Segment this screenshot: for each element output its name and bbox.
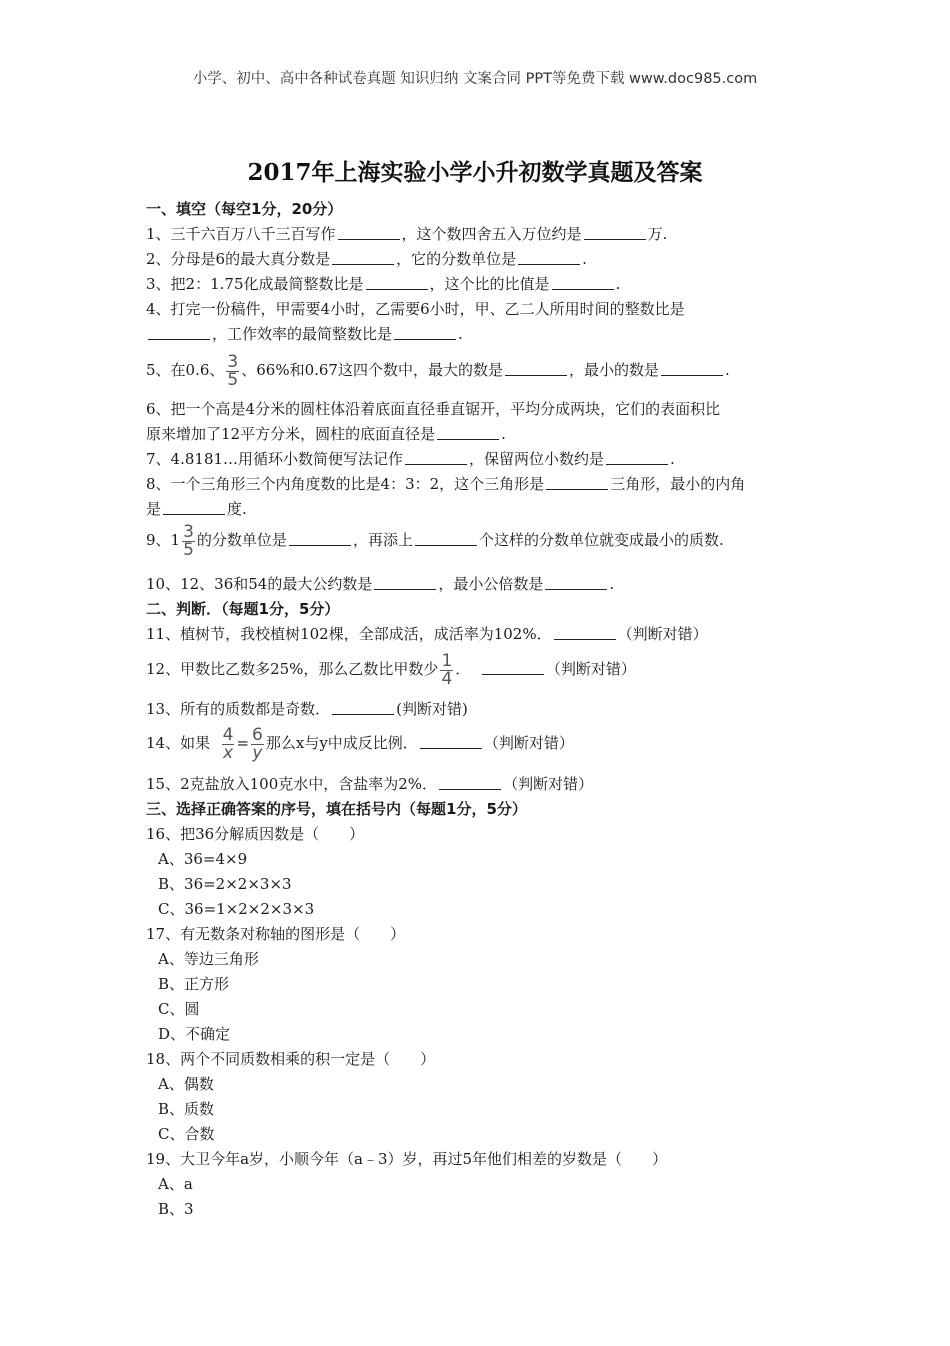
q10-text-c: .: [609, 575, 615, 593]
q3-blank-2[interactable]: [552, 275, 614, 290]
q5-blank-1[interactable]: [505, 361, 567, 376]
question-13: [146, 699, 468, 719]
q12-text-a: 12、甲数比乙数多25%，那么乙数比甲数少: [146, 660, 439, 678]
q12-frac-numerator: 1: [441, 650, 453, 671]
q14-frac1-denominator: x: [223, 742, 234, 763]
q14-frac1-numerator: 4: [222, 724, 234, 745]
q12-text-c: （判断对错）: [545, 660, 636, 678]
q2-text-b: ，它的分数单位是: [396, 250, 517, 268]
q5-blank-2[interactable]: [661, 361, 723, 376]
q5-text-c: ，最小的数是: [568, 361, 659, 379]
q1-text-a: 1、三千六百万八千三百写作: [146, 225, 336, 243]
q16-option-c[interactable]: C、36=1×2×2×3×3: [158, 900, 315, 918]
q5-frac-denominator: 5: [227, 369, 239, 390]
q13-blank[interactable]: [332, 700, 394, 715]
q4-blank-2[interactable]: [394, 325, 456, 340]
q13-text-a: 13、所有的质数都是奇数．: [146, 700, 331, 718]
q9-blank-2[interactable]: [415, 531, 477, 546]
q2-text-c: .: [582, 250, 587, 268]
q10-blank-2[interactable]: [545, 575, 607, 590]
q9-fraction: [182, 521, 195, 560]
q14-text-c: （判断对错）: [483, 734, 574, 752]
question-2: [146, 249, 587, 269]
q12-fraction: [440, 650, 453, 689]
q16-option-b[interactable]: B、36=2×2×3×3: [158, 875, 292, 893]
q15-text-b: （判断对错）: [503, 775, 594, 793]
question-7: [146, 449, 675, 469]
q7-blank-1[interactable]: [405, 450, 467, 465]
question-14: [146, 719, 574, 767]
q5-text-d: .: [725, 361, 730, 379]
q10-text-b: ，最小公倍数是: [438, 575, 544, 593]
q6-text-c: .: [501, 425, 506, 443]
q1-blank-2[interactable]: [584, 225, 646, 240]
q4-blank-1[interactable]: [148, 325, 210, 340]
page-header: 小学、初中、高中各种试卷真题 知识归纳 文案合同 PPT等免费下载 www.doc985.com: [192, 71, 758, 87]
question-8-line-1: [146, 474, 745, 494]
q9-text-a: 9、1: [146, 531, 181, 549]
question-1: [146, 224, 667, 244]
q2-blank-2[interactable]: [518, 250, 580, 265]
q2-blank-1[interactable]: [332, 250, 394, 265]
question-9: [146, 516, 724, 564]
q8-text-d: 度.: [227, 500, 247, 518]
q15-text-a: 15、2克盐放入100克水中，含盐率为2%．: [146, 775, 438, 793]
q15-blank[interactable]: [439, 775, 501, 790]
q8-blank-2[interactable]: [163, 500, 225, 515]
question-5: [146, 346, 730, 394]
q19-option-a[interactable]: A、a: [158, 1175, 193, 1193]
question-6-line-2: [146, 424, 506, 444]
question-6-line-1: 6、把一个高是4分米的圆柱体沿着底面直径垂直锯开，平均分成两块，它们的表面积比: [146, 400, 721, 418]
q13-text-b: (判断对错): [396, 700, 468, 718]
q12-text-b: ．: [455, 660, 471, 678]
q1-blank-1[interactable]: [338, 225, 400, 240]
q8-text-c: 是: [146, 500, 162, 518]
q2-text-a: 2、分母是6的最大真分数是: [146, 250, 331, 268]
q9-text-b: 的分数单位是: [196, 531, 287, 549]
q14-frac2-denominator: y: [252, 742, 263, 763]
q3-text-c: .: [615, 275, 621, 293]
q19-option-b[interactable]: B、3: [158, 1200, 194, 1218]
q14-equals: =: [236, 734, 250, 752]
section-fill-in: 一、填空（每空1分，20分）: [146, 200, 343, 218]
q14-fraction-2: [251, 724, 264, 763]
q16-option-a[interactable]: A、36=4×9: [158, 850, 248, 868]
question-3: [146, 274, 620, 294]
q5-fraction: [226, 351, 239, 390]
q5-text-b: 、66%和0.67这四个数中，最大的数是: [241, 361, 503, 379]
q9-frac-numerator: 3: [183, 521, 194, 542]
question-4-line-1: 4、打完一份稿件，甲需要4小时，乙需要6小时，甲、乙二人所用时间的整数比是: [146, 300, 685, 318]
question-17-stem: 17、有无数条对称轴的图形是（ ）: [146, 925, 406, 943]
q9-text-d: 个这样的分数单位就变成最小的质数.: [478, 531, 724, 549]
q9-blank-1[interactable]: [289, 531, 351, 546]
q9-text-c: ，再添上: [352, 531, 413, 549]
q3-text-b: ，这个比的比值是: [429, 275, 550, 293]
question-18-stem: 18、两个不同质数相乘的积一定是（ ）: [146, 1050, 436, 1068]
q5-text-a: 5、在0.6、: [146, 361, 225, 379]
q3-blank-1[interactable]: [366, 275, 428, 290]
q12-blank[interactable]: [482, 660, 544, 675]
q7-text-c: .: [670, 450, 675, 468]
q1-text-c: 万.: [647, 225, 668, 243]
q17-option-c[interactable]: C、圆: [158, 1000, 200, 1018]
q18-option-b[interactable]: B、质数: [158, 1100, 215, 1118]
q11-text-b: （判断对错）: [617, 625, 708, 643]
question-12: [146, 645, 636, 693]
page-title: 2017年上海实验小学小升初数学真题及答案: [247, 159, 703, 186]
q9-frac-denominator: 5: [183, 539, 194, 560]
question-19-stem: 19、大卫今年a岁，小顺今年（a﹣3）岁，再过5年他们相差的岁数是（ ）: [146, 1150, 668, 1168]
q4-text-b: ，工作效率的最简整数比是: [212, 325, 393, 343]
q17-option-b[interactable]: B、正方形: [158, 975, 230, 993]
question-16-stem: 16、把36分解质因数是（ ）: [146, 825, 365, 843]
q8-text-b: 三角形，最小的内角: [610, 475, 746, 493]
section-true-false: 二、判断．（每题1分，5分）: [146, 600, 340, 618]
q7-text-b: ，保留两位小数约是: [469, 450, 605, 468]
q14-text-b: 那么x与y中成反比例．: [265, 734, 418, 752]
q18-option-c[interactable]: C、合数: [158, 1125, 215, 1143]
q17-option-d[interactable]: D、不确定: [158, 1025, 231, 1043]
q18-option-a[interactable]: A、偶数: [158, 1075, 214, 1093]
q6-blank-1[interactable]: [437, 425, 499, 440]
q7-text-a: 7、4.8181…用循环小数简便写法记作: [146, 450, 404, 468]
question-4-line-2: [146, 324, 463, 344]
q1-text-b: ，这个数四舍五入万位约是: [401, 225, 582, 243]
question-10: [146, 574, 614, 594]
question-11: [146, 624, 708, 644]
q6-text-line-2: 原来增加了12平方分米，圆柱的底面直径是: [146, 425, 436, 443]
q7-blank-2[interactable]: [606, 450, 668, 465]
question-15: [146, 774, 593, 794]
q5-frac-numerator: 3: [227, 351, 239, 372]
q4-text-c: .: [458, 325, 463, 343]
q11-blank[interactable]: [554, 625, 616, 640]
q12-frac-denominator: 4: [441, 668, 453, 689]
q3-text-a: 3、把2：1.75化成最简整数比是: [146, 275, 364, 293]
q14-frac2-numerator: 6: [252, 724, 263, 745]
q8-blank-1[interactable]: [546, 475, 608, 490]
q11-text-a: 11、植树节，我校植树102棵，全部成活，成活率为102%．: [146, 625, 552, 643]
q17-option-a[interactable]: A、等边三角形: [158, 950, 259, 968]
q14-fraction-1: [222, 724, 235, 763]
q14-text-a: 14、如果: [146, 734, 211, 752]
q10-text-a: 10、12、36和54的最大公约数是: [146, 575, 373, 593]
q10-blank-1[interactable]: [374, 575, 436, 590]
q8-text-a: 8、一个三角形三个内角度数的比是4：3：2，这个三角形是: [146, 475, 545, 493]
section-multiple-choice: 三、选择正确答案的序号，填在括号内（每题1分，5分）: [146, 800, 527, 818]
q14-blank[interactable]: [420, 734, 482, 749]
